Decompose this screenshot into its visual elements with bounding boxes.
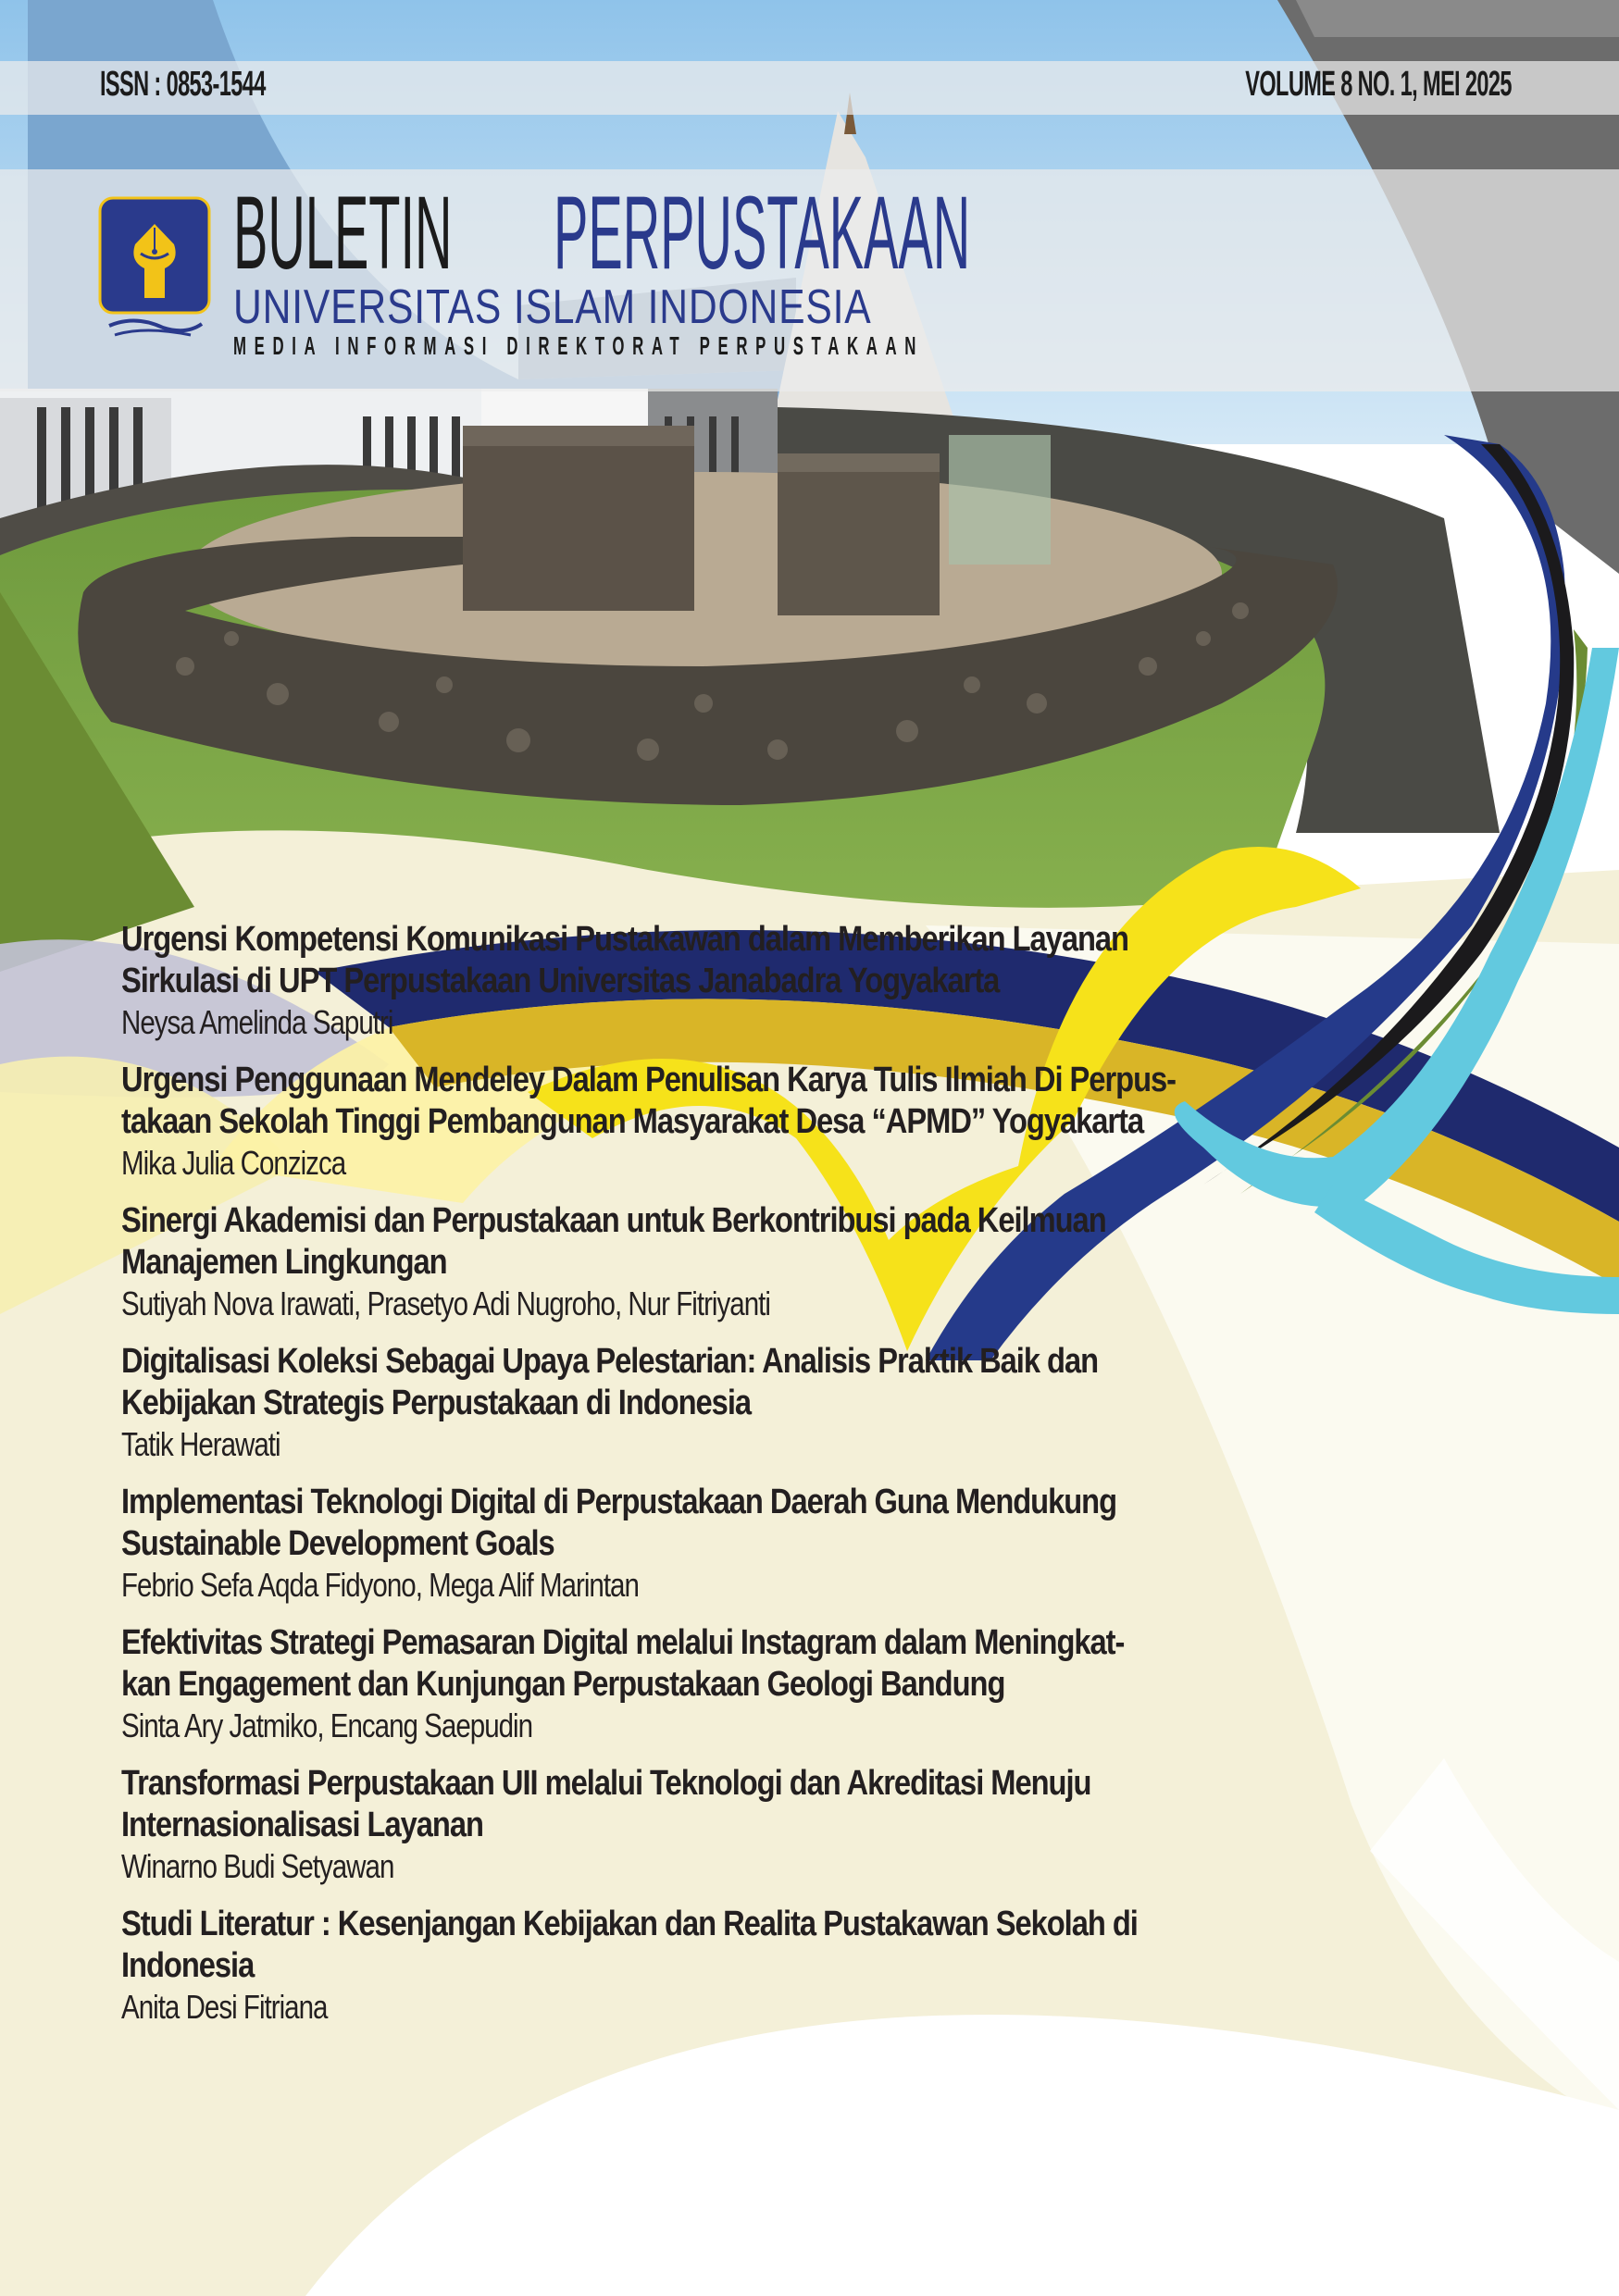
article-authors: Sinta Ary Jatmiko, Encang Saepudin <box>121 1706 533 1744</box>
article-item <box>121 1341 1491 1465</box>
volume-label: VOLUME 8 NO. 1, MEI 2025 <box>1245 65 1512 104</box>
article-title-line: Manajemen Lingkungan <box>121 1243 447 1282</box>
article-item <box>121 1482 1491 1606</box>
article-title-line: Implementasi Teknologi Digital di Perpustakaan Daerah Guna Mendukung <box>121 1483 1117 1521</box>
article-title-line: Internasionalisasi Layanan <box>121 1806 483 1844</box>
article-authors: Anita Desi Fitriana <box>121 1988 328 2026</box>
masthead-title-perpustakaan: PERPUSTAKAAN <box>554 175 971 291</box>
masthead-institution: UNIVERSITAS ISLAM INDONESIA <box>233 280 872 334</box>
article-item <box>121 1622 1491 1746</box>
article-title-line: Digitalisasi Koleksi Sebagai Upaya Pelestarian: Analisis Praktik Baik dan <box>121 1342 1099 1381</box>
masthead-title-buletin: BULETIN <box>233 175 453 291</box>
article-authors: Neysa Amelinda Saputri <box>121 1003 393 1041</box>
article-authors: Febrio Sefa Aqda Fidyono, Mega Alif Marintan <box>121 1566 639 1604</box>
article-title-line: Urgensi Penggunaan Mendeley Dalam Penulisan Karya Tulis Ilmiah Di Perpus- <box>121 1061 1177 1099</box>
article-title-line: Transformasi Perpustakaan UII melalui Teknologi dan Akreditasi Menuju <box>121 1764 1091 1803</box>
article-authors: Mika Julia Conzizca <box>121 1144 346 1182</box>
article-authors: Tatik Herawati <box>121 1425 280 1463</box>
article-title-line: Urgensi Kompetensi Komunikasi Pustakawan dalam Memberikan Layanan <box>121 920 1128 959</box>
article-item <box>121 1060 1491 1184</box>
article-title-line: Sustainable Development Goals <box>121 1524 554 1563</box>
article-item <box>121 919 1491 1043</box>
article-list <box>121 919 1491 2044</box>
article-title-line: Efektivitas Strategi Pemasaran Digital melalui Instagram dalam Meningkat- <box>121 1623 1125 1662</box>
article-authors: Winarno Budi Setyawan <box>121 1847 394 1885</box>
issn-label: ISSN : 0853-1544 <box>100 65 266 104</box>
article-item <box>121 1200 1491 1324</box>
article-title-line: kan Engagement dan Kunjungan Perpustakaan Geologi Bandung <box>121 1665 1005 1704</box>
masthead-tagline: MEDIA INFORMASI DIREKTORAT PERPUSTAKAAN <box>233 331 925 360</box>
article-item <box>121 1904 1491 2028</box>
article-title-line: takaan Sekolah Tinggi Pembangunan Masyarakat Desa “APMD” Yogyakarta <box>121 1102 1144 1141</box>
article-title-line: Sirkulasi di UPT Perpustakaan Universitas Janabadra Yogyakarta <box>121 962 1000 1000</box>
article-title-line: Studi Literatur : Kesenjangan Kebijakan dan Realita Pustakawan Sekolah di <box>121 1905 1138 1943</box>
article-item <box>121 1763 1491 1887</box>
article-title-line: Kebijakan Strategis Perpustakaan di Indonesia <box>121 1384 752 1422</box>
article-title-line: Indonesia <box>121 1946 255 1985</box>
article-authors: Sutiyah Nova Irawati, Prasetyo Adi Nugroho, Nur Fitriyanti <box>121 1285 770 1322</box>
article-title-line: Sinergi Akademisi dan Perpustakaan untuk Berkontribusi pada Keilmuan <box>121 1201 1106 1240</box>
